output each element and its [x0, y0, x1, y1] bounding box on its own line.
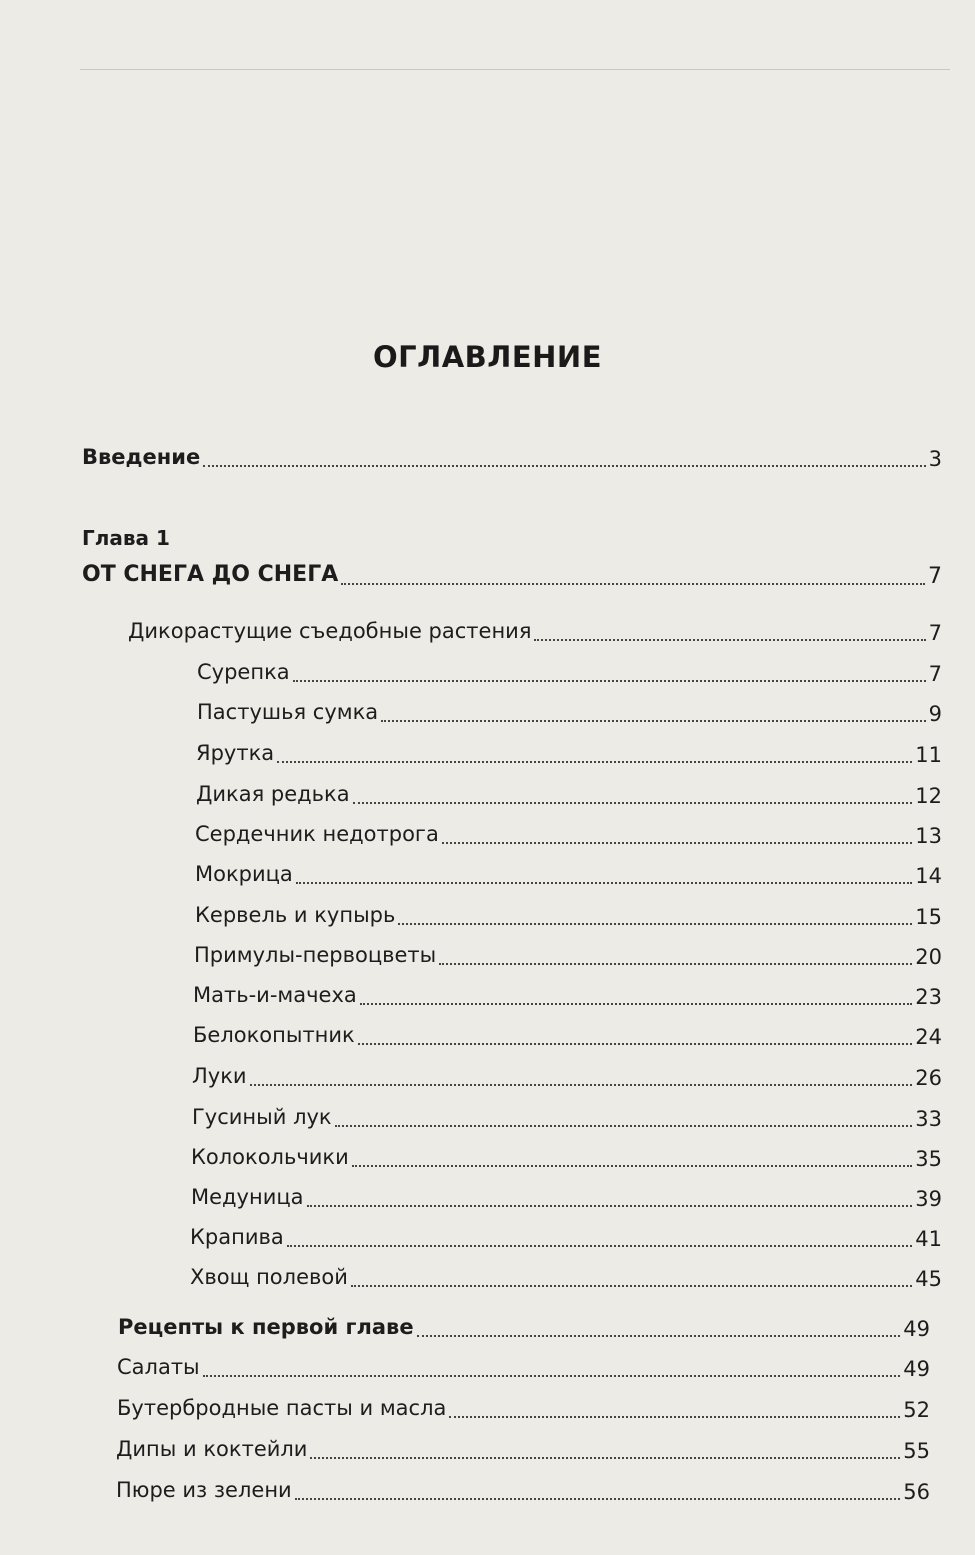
toc-entry-page: 9	[928, 702, 942, 726]
toc-entry-label: Введение	[82, 445, 201, 469]
toc-entry-page: 13	[915, 824, 942, 848]
toc-entry-plant[interactable]	[196, 777, 942, 809]
bleed-through-background	[0, 88, 975, 448]
toc-entry-label: Крапива	[190, 1225, 284, 1249]
toc-entry-recipe[interactable]	[116, 1473, 930, 1505]
toc-entry-label: Хвощ полевой	[190, 1265, 348, 1289]
toc-entry-plant[interactable]	[195, 817, 942, 849]
toc-entry-page: 7	[928, 564, 942, 589]
toc-entry-recipes[interactable]	[118, 1310, 930, 1342]
toc-entry-plant[interactable]	[197, 655, 942, 687]
leader-dots	[341, 583, 925, 585]
leader-dots	[203, 465, 925, 467]
toc-entry-plant[interactable]	[194, 938, 942, 970]
toc-entry-page: 39	[915, 1187, 942, 1211]
leader-dots	[307, 1205, 913, 1207]
leader-dots	[335, 1125, 913, 1127]
toc-entry-label: Пюре из зелени	[116, 1478, 292, 1502]
toc-entry-label: Рецепты к первой главе	[118, 1315, 414, 1339]
toc-entry-page: 12	[915, 784, 942, 808]
toc-entry-page: 49	[903, 1317, 930, 1341]
toc-entry-recipe[interactable]	[116, 1432, 930, 1464]
leader-dots	[358, 1043, 913, 1045]
toc-entry-page: 7	[928, 662, 942, 686]
toc-entry-page: 3	[928, 447, 942, 471]
toc-entry-section[interactable]	[128, 614, 942, 646]
toc-entry-plant[interactable]	[195, 898, 942, 930]
toc-entry-recipe[interactable]	[117, 1391, 930, 1423]
toc-entry-label: Гусиный лук	[192, 1105, 332, 1129]
toc-entry-chapter[interactable]	[82, 558, 942, 590]
toc-entry-recipe[interactable]	[117, 1350, 930, 1382]
leader-dots	[277, 761, 912, 763]
toc-entry-plant[interactable]	[193, 978, 942, 1010]
toc-entry-page: 24	[915, 1025, 942, 1049]
toc-entry-plant[interactable]	[193, 1018, 942, 1050]
toc-entry-plant[interactable]	[190, 1260, 942, 1292]
leader-dots	[534, 639, 925, 641]
toc-entry-label: Бутербродные пасты и масла	[117, 1396, 447, 1420]
toc-entry-label: Ярутка	[196, 741, 275, 765]
leader-dots	[398, 923, 912, 925]
toc-entry-page: 15	[915, 905, 942, 929]
toc-entry-label: ОТ СНЕГА ДО СНЕГА	[82, 562, 339, 587]
toc-entry-page: 55	[903, 1439, 930, 1463]
toc-entry-label: Мать-и-мачеха	[193, 983, 357, 1007]
toc-entry-page: 45	[915, 1267, 942, 1291]
toc-entry-label: Кервель и купырь	[195, 903, 396, 927]
toc-entry-label: Примулы-первоцветы	[194, 943, 437, 967]
leader-dots	[417, 1335, 901, 1337]
toc-entry-label: Салаты	[117, 1355, 200, 1379]
toc-entry-plant[interactable]	[197, 695, 942, 727]
leader-dots	[381, 720, 925, 722]
toc-entry-plant[interactable]	[191, 1180, 942, 1212]
toc-entry-page: 52	[903, 1398, 930, 1422]
leader-dots	[360, 1003, 913, 1005]
toc-entry-label: Дикорастущие съедобные растения	[128, 619, 532, 643]
toc-entry-page: 49	[903, 1357, 930, 1381]
toc-entry-label: Мокрица	[195, 862, 293, 886]
toc-entry-plant[interactable]	[196, 736, 942, 768]
leader-dots	[353, 802, 913, 804]
toc-entry-page: 56	[903, 1480, 930, 1504]
leader-dots	[293, 680, 926, 682]
leader-dots	[296, 882, 912, 884]
leader-dots	[442, 842, 912, 844]
toc-entry-label: Медуница	[191, 1185, 304, 1209]
toc-entry-page: 23	[915, 985, 942, 1009]
toc-entry-label: Белокопытник	[193, 1023, 355, 1047]
toc-entry-label: Дикая редька	[196, 782, 350, 806]
toc-entry-page: 14	[915, 864, 942, 888]
toc-entry-page: 26	[915, 1066, 942, 1090]
toc-entry-page: 7	[928, 621, 942, 645]
toc-entry-label: Луки	[192, 1064, 247, 1088]
toc-entry-page: 33	[915, 1107, 942, 1131]
toc-entry-page: 20	[915, 945, 942, 969]
toc-entry-page: 11	[915, 743, 942, 767]
leader-dots	[352, 1165, 913, 1167]
page-header-rule	[80, 30, 950, 70]
toc-entry-plant[interactable]	[191, 1140, 942, 1172]
leader-dots	[287, 1245, 913, 1247]
toc-entry-plant[interactable]	[190, 1220, 942, 1252]
toc-entry-label: Колокольчики	[191, 1145, 349, 1169]
leader-dots	[203, 1375, 901, 1377]
leader-dots	[295, 1498, 901, 1500]
toc-entry-plant[interactable]	[195, 857, 942, 889]
leader-dots	[351, 1285, 912, 1287]
page-title: ОГЛАВЛЕНИЕ	[372, 340, 602, 374]
toc-entry-page: 41	[915, 1227, 942, 1251]
toc-entry-plant[interactable]	[192, 1059, 942, 1091]
chapter-number: Глава 1	[82, 526, 170, 550]
leader-dots	[449, 1416, 900, 1418]
toc-entry-label: Сурепка	[197, 660, 290, 684]
leader-dots	[250, 1084, 913, 1086]
leader-dots	[439, 963, 912, 965]
toc-entry-intro[interactable]	[82, 440, 942, 472]
toc-entry-label: Сердечник недотрога	[195, 822, 439, 846]
toc-entry-plant[interactable]	[192, 1100, 942, 1132]
toc-entry-label: Пастушья сумка	[197, 700, 379, 724]
toc-entry-page: 35	[915, 1147, 942, 1171]
toc-entry-label: Дипы и коктейли	[116, 1437, 308, 1461]
leader-dots	[310, 1457, 900, 1459]
